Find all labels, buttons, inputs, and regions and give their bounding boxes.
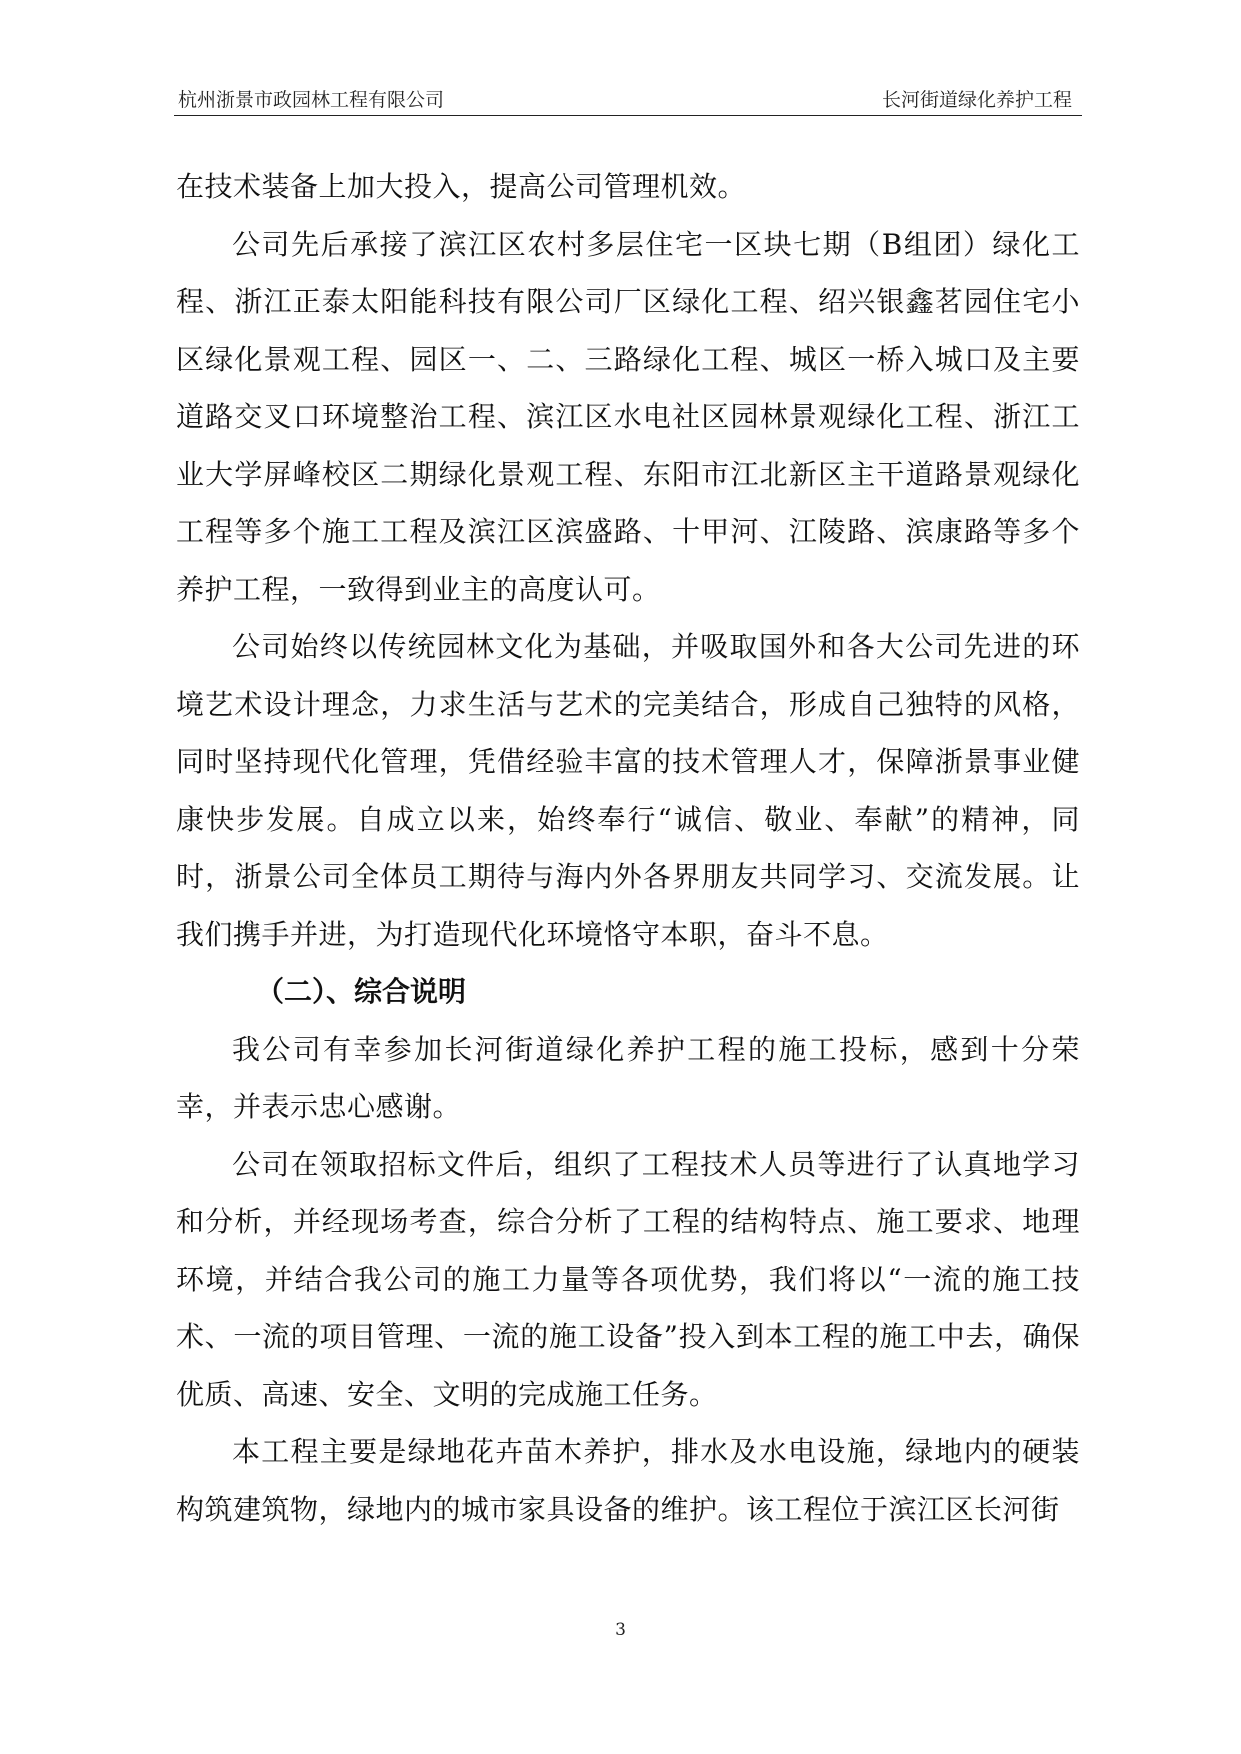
header-project-name: 长河街道绿化养护工程 (881, 89, 1072, 111)
document-body (176, 158, 1080, 1538)
paragraph-scope: 本工程主要是绿地花卉苗木养护，排水及水电设施，绿地内的硬装构筑建筑物，绿地内的城市家具设备的维护。该工程位于滨江区长河街 (176, 1435, 1080, 1526)
page-header (174, 85, 1082, 116)
paragraph-bid-thanks: 我公司有幸参加长河街道绿化养护工程的施工投标，感到十分荣幸，并表示忠心感谢。 (176, 1032, 1080, 1123)
page-number: 3 (615, 1620, 626, 1640)
paragraph-philosophy: 公司始终以传统园林文化为基础，并吸取国外和各大公司先进的环境艺术设计理念，力求生活与艺术的完美结合，形成自己独特的风格，同时坚持现代化管理，凭借经验丰富的技术管理人才，保障浙景事业健康快步发展。自成立以来，始终奉行“诚信、敬业、奉献”的精神，同时，浙景公司全体员工期待与海内外各界朋友共同学习、交流发展。让我们携手并进，为打造现代化环境恪守本职，奋斗不息。 (176, 630, 1080, 951)
paragraph-continuation: 在技术装备上加大投入，提高公司管理机效。 (176, 170, 747, 203)
section-heading: （二）、综合说明 (256, 975, 467, 1008)
header-company-name: 杭州浙景市政园林工程有限公司 (178, 89, 445, 111)
paragraph-analysis: 公司在领取招标文件后，组织了工程技术人员等进行了认真地学习和分析，并经现场考查，综合分析了工程的结构特点、施工要求、地理环境，并结合我公司的施工力量等各项优势，我们将以“一流的施工技术、一流的项目管理、一流的施工设备”投入到本工程的施工中去，确保优质、高速、安全、文明的完成施工任务。 (176, 1147, 1080, 1411)
paragraph-projects: 公司先后承接了滨江区农村多层住宅一区块七期（B组团）绿化工程、浙江正泰太阳能科技有限公司厂区绿化工程、绍兴银鑫茗园住宅小区绿化景观工程、园区一、二、三路绿化工程、城区一桥入城口及主要道路交叉口环境整治工程、滨江区水电社区园林景观绿化工程、浙江工业大学屏峰校区二期绿化景观工程、东阳市江北新区主干道路景观绿化工程等多个施工工程及滨江区滨盛路、十甲河、江陵路、滨康路等多个养护工程，一致得到业主的高度认可。 (176, 227, 1080, 606)
